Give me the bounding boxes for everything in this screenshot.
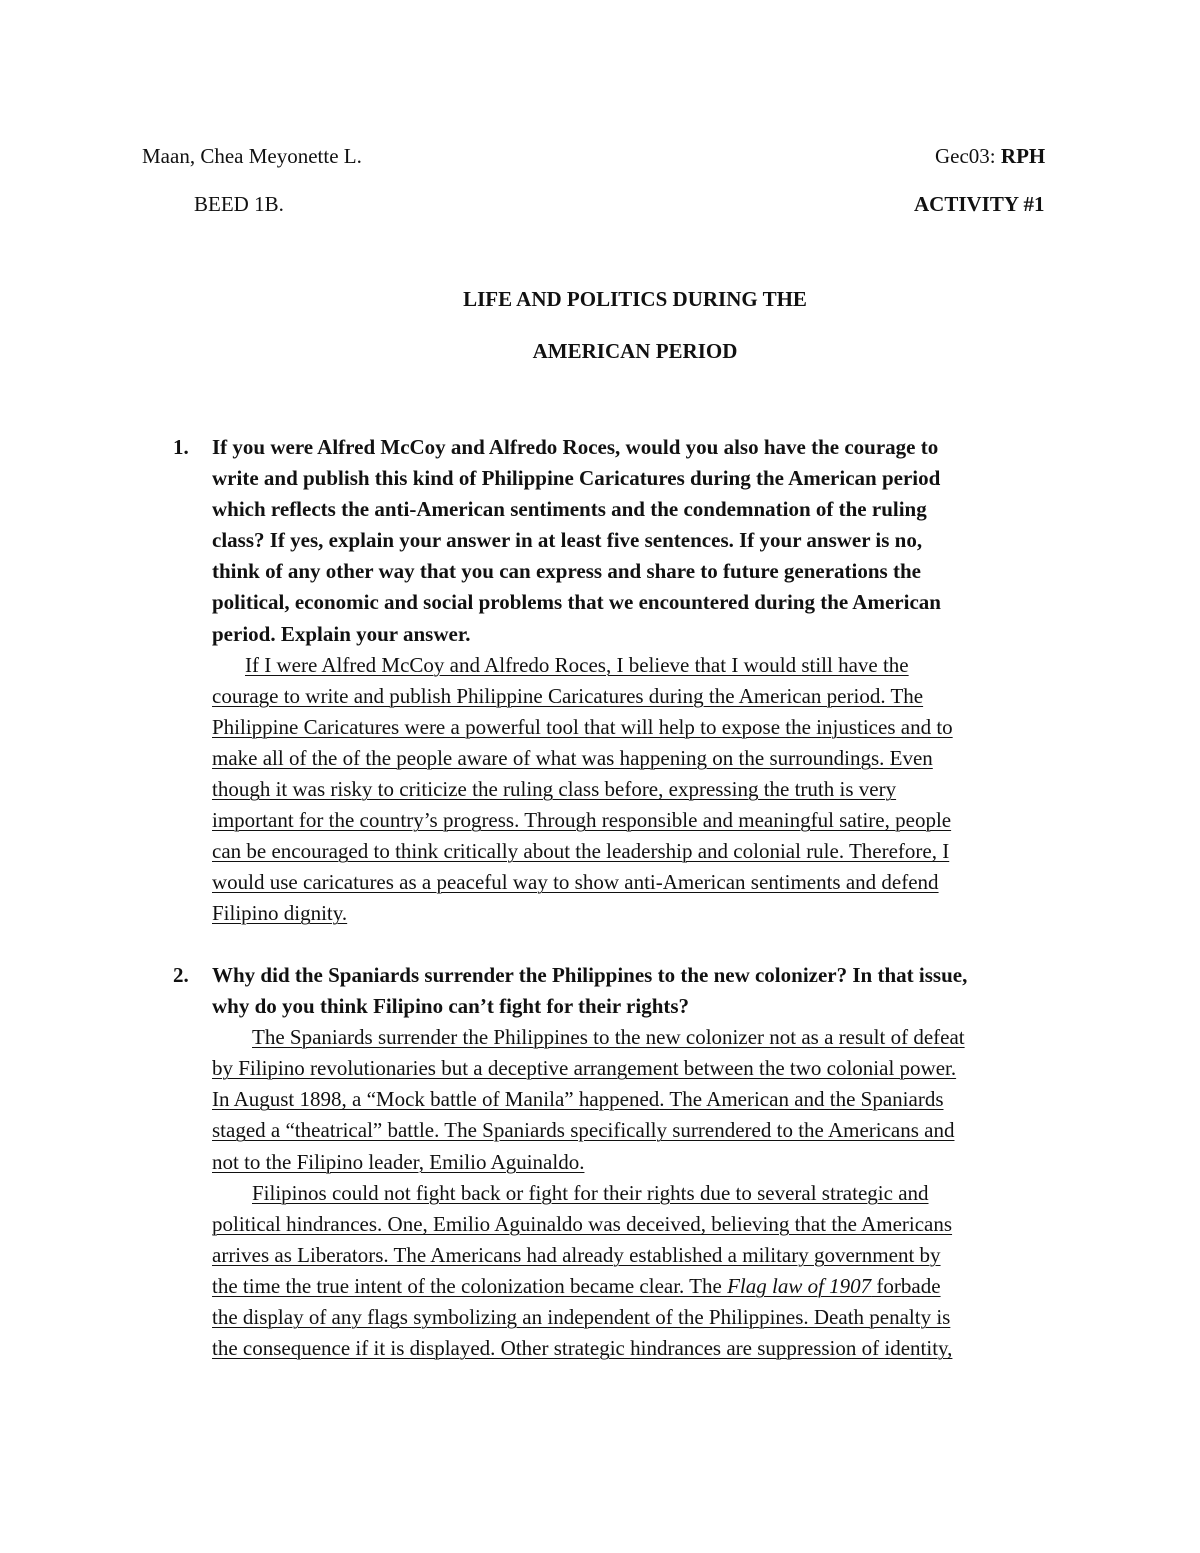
subject-prefix: Gec03: [935, 144, 996, 168]
question-1-block [212, 432, 1072, 930]
question-1-line: class? If yes, explain your answer in at least five sentences. If your answer is no, [212, 528, 923, 553]
answer-2-line: arrives as Liberators. The Americans had already established a military government by [212, 1242, 941, 1267]
question-2-block [212, 960, 1072, 1364]
course-section: BEED 1B. [194, 192, 284, 216]
question-1-line: which reflects the anti-American sentiments and the condemnation of the ruling [212, 497, 927, 522]
answer-2-line: political hindrances. One, Emilio Aguinaldo was deceived, believing that the Americans [212, 1211, 953, 1236]
answer-2-line: the consequence if it is displayed. Other strategic hindrances are suppression of identity, [212, 1336, 953, 1361]
document-title-line-1: LIFE AND POLITICS DURING THE [463, 287, 807, 311]
student-name: Maan, Chea Meyonette L. [142, 144, 362, 168]
answer-1-line: though it was risky to criticize the ruling class before, expressing the truth is very [212, 777, 897, 802]
answer-1-line: make all of the of the people aware of what was happening on the surroundings. Even [212, 745, 933, 770]
question-1-line: think of any other way that you can express and share to future generations the [212, 559, 921, 584]
answer-1-line: Filipino dignity. [212, 901, 348, 926]
answer-2-line: The Spaniards surrender the Philippines to the new colonizer not as a result of defeat [252, 1025, 965, 1050]
answer-2-line: the time the true intent of the colonization became clear. The Flag law of 1907 forbade [212, 1273, 941, 1298]
answer-1-line: important for the country’s progress. Through responsible and meaningful satire, people [212, 808, 952, 833]
answer-2-line: In August 1898, a “Mock battle of Manila” happened. The American and the Spaniards [212, 1087, 944, 1112]
question-1-line: If you were Alfred McCoy and Alfredo Roces, would you also have the courage to [212, 435, 939, 459]
question-1-line: period. Explain your answer. [212, 621, 471, 646]
flag-law-reference: Flag law of 1907 [727, 1273, 872, 1298]
answer-2-line: Filipinos could not fight back or fight for their rights due to several strategic and [252, 1180, 929, 1205]
answer-2-line: staged a “theatrical” battle. The Spaniards specifically surrendered to the Americans and [212, 1118, 955, 1143]
answer-2-line: by Filipino revolutionaries but a deceptive arrangement between the two colonial power. [212, 1056, 957, 1081]
activity-label: ACTIVITY #1 [914, 192, 1045, 216]
question-2-number: 2. [173, 963, 189, 987]
answer-2-line: not to the Filipino leader, Emilio Aguinaldo. [212, 1149, 585, 1174]
answer-1-line: If I were Alfred McCoy and Alfredo Roces, I believe that I would still have the [245, 652, 909, 677]
document-title-line-2: AMERICAN PERIOD [532, 339, 738, 363]
subject-code: RPH [1000, 144, 1046, 168]
answer-1-line: would use caricatures as a peaceful way to show anti-American sentiments and defend [212, 870, 939, 895]
question-2-line: Why did the Spaniards surrender the Philippines to the new colonizer? In that issue, [212, 963, 968, 987]
question-1-line: political, economic and social problems that we encountered during the American [212, 590, 941, 615]
answer-2-line: the display of any flags symbolizing an independent of the Philippines. Death penalty is [212, 1305, 951, 1330]
answer-1-line: can be encouraged to think critically about the leadership and colonial rule. Therefore, I [212, 839, 950, 864]
answer-1-line: courage to write and publish Philippine Caricatures during the American period. The [212, 683, 924, 708]
question-1-line: write and publish this kind of Philippine Caricatures during the American period [212, 466, 941, 491]
subject-label [935, 144, 1045, 168]
answer-1-line: Philippine Caricatures were a powerful tool that will help to expose the injustices and to [212, 714, 953, 739]
question-2-line: why do you think Filipino can’t fight for their rights? [212, 994, 690, 1019]
question-1-number: 1. [173, 435, 189, 459]
